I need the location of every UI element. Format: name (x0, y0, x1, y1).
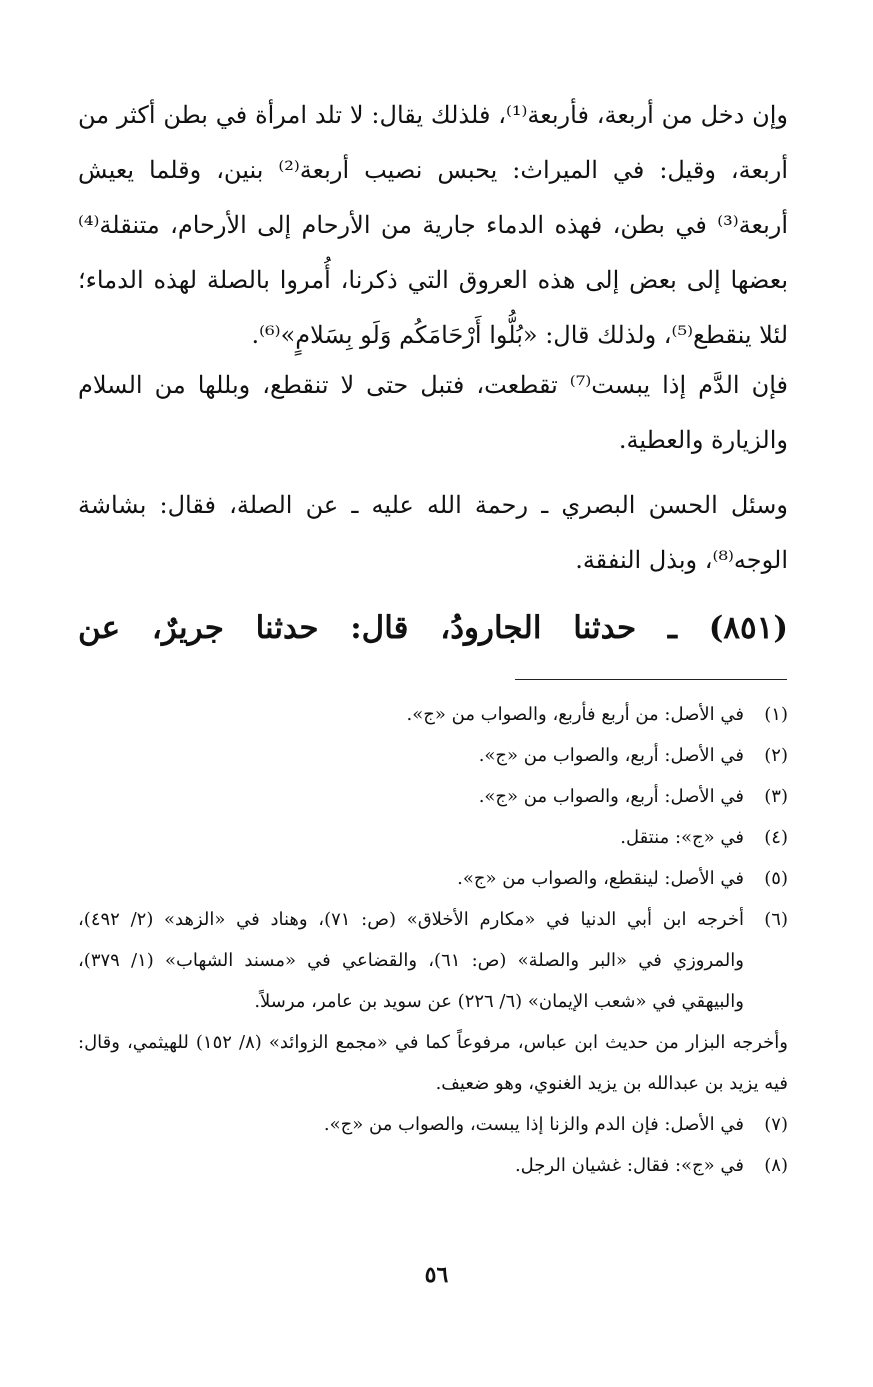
hadith-heading: (٨٥١) ـ حدثنا الجارودُ، قال: حدثنا جريرٌ، عن (78, 610, 788, 646)
body-paragraph-1: وإن دخل من أربعة، فأربعة⁽¹⁾، فلذلك يقال: لا تلد امرأة في بطن أكثر من أربعة، وقيل: في الميراث: يحبس نصيب أربعة⁽²⁾ بنين، وقلما يعيش أربعة⁽³⁾ في بطن، فهذه الدماء جارية من الأرحام إلى الأرحام، متنقلة⁽⁴⁾ بعضها إلى بعض إلى هذه العروق التي ذكرنا، أُمروا بالصلة لهذه الدماء؛ لئلا ينقطع⁽⁵⁾، ولذلك قال: «بُلُّوا أَرْحَامَكُم وَلَو بِسَلامٍ»⁽⁶⁾. (78, 101, 789, 349)
footnote-number: (٥) (764, 868, 788, 889)
footnote-1 (78, 694, 788, 735)
footnote-text: في «ج»: فقال: غشيان الرجل. (514, 1155, 744, 1176)
footnote-6-continuation: وأخرجه البزار من حديث ابن عباس، مرفوعاً كما في «مجمع الزوائد» (٨/ ١٥٢) للهيثمي، وقال: فيه يزيد بن عبدالله بن يزيد الغنوي، وهو ضعيف. (78, 1032, 788, 1094)
footnote-3 (78, 776, 788, 817)
footnote-text: في الأصل: أربع، والصواب من «ج». (478, 745, 744, 766)
footnote-8 (78, 1145, 788, 1186)
footnote-text: في الأصل: من أربع فأربع، والصواب من «ج». (406, 704, 744, 725)
footnote-number: (٤) (764, 827, 788, 848)
footnote-text: في الأصل: أربع، والصواب من «ج». (478, 786, 744, 807)
footnote-number: (٢) (764, 745, 788, 766)
body-paragraph-3: وسئل الحسن البصري ـ رحمة الله عليه ـ عن الصلة، فقال: بشاشة الوجه⁽⁸⁾، وبذل النفقة. (78, 491, 788, 574)
footnote-6 (78, 899, 788, 1022)
page-number: ٥٦ (424, 1262, 449, 1288)
footnote-number: (٦) (764, 909, 788, 930)
footnote-2 (78, 735, 788, 776)
footnote-text: في الأصل: لينقطع، والصواب من «ج». (457, 868, 744, 889)
footnote-number: (٣) (764, 786, 788, 807)
footnotes-block (78, 694, 788, 1186)
body-paragraph-2: فإن الدَّم إذا يبست⁽⁷⁾ تقطعت، فتبل حتى لا تنقطع، وبللها من السلام والزيارة والعطية. (78, 371, 788, 454)
footnote-number: (٧) (764, 1114, 788, 1135)
footnote-text: في الأصل: فإن الدم والزنا إذا يبست، والصواب من «ج». (323, 1114, 744, 1135)
footnote-4 (78, 817, 788, 858)
footnote-number: (١) (764, 704, 788, 725)
footnote-number: (٨) (764, 1155, 788, 1176)
footnote-text: أخرجه ابن أبي الدنيا في «مكارم الأخلاق» (ص: ٧١)، وهناد في «الزهد» (٢/ ٤٩٢)، والمروزي في «البر والصلة» (ص: ٦١)، والقضاعي في «مسند الشهاب» (١/ ٣٧٩)، والبيهقي في «شعب الإيمان» (٦/ ٢٢٦) عن سويد بن عامر، مرسلاً. (78, 909, 744, 1012)
footnote-separator (515, 679, 787, 680)
footnote-text: في «ج»: منتقل. (620, 827, 744, 848)
footnote-7 (78, 1104, 788, 1145)
footnote-5 (78, 858, 788, 899)
